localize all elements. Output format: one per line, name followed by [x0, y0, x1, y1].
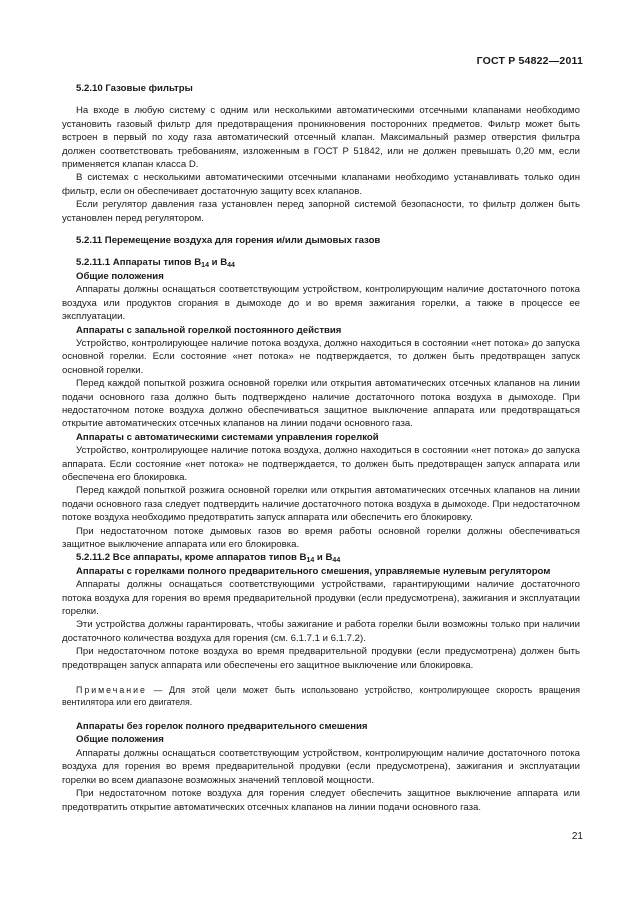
paragraph: Эти устройства должны гарантировать, чтобы зажигание и работа горелки были возможны только при наличии достаточного количества воздуха для горения (см. 6.1.7.1 и 6.1.7.2). — [62, 619, 580, 644]
paragraph: В системах с несколькими автоматическими отсечными клапанами необходимо устанавливать только один фильтр, если он обеспечивает достаточную защиту всех клапанов. — [62, 172, 580, 197]
section-5-2-11-2-title: 5.2.11.2 Все аппараты, кроме аппаратов типов $B_{14}$ и $B_{44}$ — [76, 552, 341, 565]
subheading-auto-control: Аппараты с автоматическими системами управления горелкой — [76, 431, 379, 443]
section-5-2-11-1-title: 5.2.11.1 Аппараты типов $B_{14}$ и $B_{44}$ — [76, 257, 235, 270]
paragraph: При недостаточном потоке дымовых газов во время работы основной горелки должны обеспечиваться защитное выключение аппарата или его блокировка. — [62, 525, 580, 550]
note-text: — Для этой цели может быть использовано устройство, контролирующее скорость вращения вентилятора или его двигателя. — [62, 685, 580, 708]
paragraph: Перед каждой попыткой розжига основной горелки или открытия автоматических отсечных клапанов на линии подачи основного газа должно быть подтверждено наличие достаточного потока воздуха в дымоходе. При недостаточном потоке воздуха должно обеспечиваться защитное выключение аппарата или предотвращаться открытие автоматических отсечных клапанов на линии подачи основного газа. — [62, 378, 580, 430]
note — [62, 684, 580, 708]
paragraph: При недостаточном потоке воздуха во время предварительной продувки (если предусмотрена) должен быть предотвращен запуск аппарата или обеспечены его защитное выключение или блокировка. — [62, 646, 580, 671]
note-label: Примечание — [76, 685, 147, 696]
subheading-pilot-burner: Аппараты с запальной горелкой постоянного действия — [76, 324, 342, 336]
paragraph: Аппараты должны оснащаться соответствующим устройством, контролирующим наличие достаточного потока воздуха или продуктов сгорания в дымоходе до и во время зажигания горелки, а также в процессе ее эксплуатации. — [62, 284, 580, 323]
section-5-2-11-title: 5.2.11 Перемещение воздуха для горения и/или дымовых газов — [76, 235, 381, 247]
paragraph: Перед каждой попыткой розжига основной горелки или открытия автоматических отсечных клапанов на линии подачи основного газа следует подтвердить наличие достаточного потока воздуха в дымоходе. При недостаточном потоке воздуха необходимо предотвратить запуск аппарата или обеспечить его блокировку. — [62, 485, 580, 524]
standard-header: ГОСТ Р 54822—2011 — [476, 55, 583, 67]
paragraph: Аппараты должны оснащаться соответствующим устройством, контролирующим наличие достаточного потока воздуха для горения во время предварительной продувки (если предусмотрена), зажигания и эксплуатации горелки во всем диапазоне возможных значений тепловой мощности. — [62, 747, 580, 786]
subheading-premix: Аппараты с горелками полного предварительного смешения, управляемые нулевым регулятором — [76, 565, 551, 577]
paragraph: При недостаточном потоке воздуха для горения следует обеспечить защитное выключение аппарата или предотвратить открытие автоматических отсечных клапанов на линии подачи основного газа. — [62, 788, 580, 813]
subheading-general: Общие положения — [76, 734, 164, 746]
paragraph: Аппараты должны оснащаться соответствующими устройствами, гарантирующими наличие достаточного потока воздуха для горения во время предварительной продувки (если предусмотрена), зажигания и эксплуатации горелки. — [62, 579, 580, 618]
paragraph: Устройство, контролирующее наличие потока воздуха, должно находиться в состоянии «нет потока» до запуска аппарата. Если состояние «нет потока» не подтверждается, то должен быть предотвращен запуск аппарата или обеспечена его блокировка. — [62, 445, 580, 483]
subheading-general: Общие положения — [76, 270, 164, 282]
section-5-2-10-title: 5.2.10 Газовые фильтры — [76, 83, 193, 94]
paragraph: Устройство, контролирующее наличие потока воздуха, должно находиться в состоянии «нет потока» до запуска основной горелки. Если состояние «нет потока» не подтверждается, то должен быть предотвращен запуск основной горелки. — [62, 337, 580, 376]
subheading-no-premix: Аппараты без горелок полного предварительного смешения — [76, 721, 368, 733]
paragraph: Если регулятор давления газа установлен перед запорной системой безопасности, то фильтр должен быть установлен перед регулятором. — [62, 199, 580, 224]
page-number: 21 — [571, 831, 583, 842]
page-body — [62, 82, 580, 814]
paragraph: На входе в любую систему с одним или несколькими автоматическими отсечными клапанами необходимо установить газовый фильтр для предотвращения проникновения посторонних предметов. Фильтр может быть встроен в первый по ходу газа автоматический отсечный клапан. Максимальный размер отверстия фильтра должен соответствовать требованиям, изложенным в ГОСТ Р 51842, или не должен превышать 0,20 мм, если применяется клапан класса D. — [62, 105, 580, 171]
